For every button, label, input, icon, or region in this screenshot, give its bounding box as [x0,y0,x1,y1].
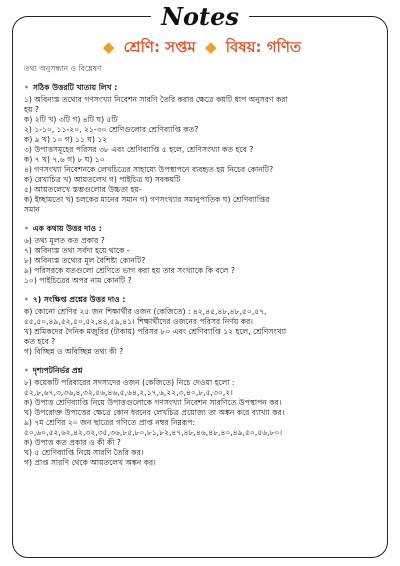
question-line: ৮) কয়েকটি পরিবারের সদস্যদের ওজন (কেজিতে) নিচে দেওয়া হলো : [24,378,235,387]
question-line: ক) ইচ্ছামতো খ) চলকের মানের সমান গ) গণসংখ্যার সমানুপাতিক ঘ) শ্রেণিব্যাপ্তির [24,195,270,204]
question-line: ক) রেখাচিত্র খ) আয়তলেখ গ) পাইচিত্র ঘ) সবকয়টি [24,175,181,184]
question-line: গ) বিচ্ছিন্ন ও অবিচ্ছিন্ন তথ্য কী ? [24,347,124,356]
section-heading: দৃশ্যপটনির্ভর প্রশ্ন [32,366,83,375]
question-line: গ) প্রাপ্ত সারণি থেকে আয়তলেখ অঙ্কন কর। [24,458,156,467]
question-line: ৪) গণসংখ্যা নিবেশনকে লেখচিত্রের সাহায্যে উপস্থাপনে ব্যবহৃত হয় নিচের কোনটি? [24,165,274,174]
question-line: ৯) ৭ম শ্রেণির ২০ জন ছাত্রের গণিতে প্রাপ্ত নম্বর নিম্নরূপ: [24,418,196,427]
page-subtitle [0,36,400,61]
page-title: Notes [0,2,400,31]
question-line: ৩) উপাত্তসমূহের পরিসর ৩৮ এবং শ্রেণিব্যাপ্তি ৫ হলে, শ্রেণিসংখ্যা কত হবে ? [24,145,254,154]
bullet-icon: • [24,83,29,92]
question-line: ক) উপাত্ত কত প্রকার ও কী কী ? [24,438,121,447]
question-line: খ) ৫ শ্রেণিব্যাপ্তি নিয়ে সারণি তৈরি কর। [24,448,144,457]
question-line: ১০) পাইচিত্রের অপর নাম কোনটি ? [24,276,132,285]
bullet-icon: • [24,366,29,375]
question-line: ৬) তথ্য মূলত কত প্রকার ? [24,236,105,245]
question-line: ১) অবিন্যস্ত তথ্যের গণসংখ্যা নিবেশন সারণি তৈরি করার ক্ষেত্রে কয়টি ধাপ অনুসরণ করা [24,95,288,104]
question-line: খ) উপরোক্ত উপাত্তের ক্ষেত্রে কোন ধরনের লেখচিত্র প্রয়োজ্য তা অঙ্কন করে ব্যাখ্যা কর। [24,408,285,417]
question-line: ক) কোনো শ্রেণির ২৫ জন শিক্ষার্থীর ওজন (কেজিতে) : ৪২,৪৫,৪৮,৪৮,৫০,৫৭, [24,307,267,316]
question-line: ক) ৯ খ) ১০ গ) ১১ ঘ) ১২ [24,135,108,144]
orange-dot-icon: ◆ [204,38,217,56]
question-line: ৫০,৬০,৫২,৬২,৪২,৩২,৩৫,৩৬,৮৫,৮০,৮১,৮২,৪৭,৪৮,৪৬,৪৮,৪০,৪৯,৫০,৫৬,৮০। [24,428,283,437]
section-heading: এক কথায় উত্তর দাও : [32,224,102,233]
bullet-icon: • [24,295,29,304]
question-line: খ) শ্রমিকদের দৈনিক মজুরির (টাকায়) পরিসর ৮০ এবং শ্রেণিব্যাপ্তি ১২ হলে, শ্রেণিসংখ্যা [24,327,287,336]
section-short [24,224,376,286]
question-line: ৭) অবিন্যস্ত তথ্য সর্বদা হয়ে থাকে - [24,246,130,255]
question-line: ৮) অবিন্যস্ত তথ্যের মূল বৈশিষ্ট্য কোনটি? [24,256,146,265]
section-mcq [24,83,376,215]
question-line: ক) ৭ খ) ৭.৬ গ) ৮ ঘ) ১০ [24,155,105,164]
orange-dot-icon: ◆ [102,38,115,56]
section-brief [24,295,376,357]
subject-label: বিষয়: গণিত [225,38,302,56]
bullet-icon: • [24,224,29,233]
question-line: ক) উপাত্ত শ্রেণিব্যাপ্তি নিয়ে উপাত্তগুলোকে গণসংখ্যা নিবেশন সারণিতে উপস্থাপন কর। [24,398,282,407]
question-line: কত হবে ? [24,337,56,346]
question-line: হয় ? [24,105,39,114]
topic-heading: তথ্য অনুসন্ধান ও বিশ্লেষণ [24,64,102,73]
question-line: সমান [24,205,40,214]
section-heading: সঠিক উত্তরটি খাতায় লিখ : [32,83,118,92]
section-creative [24,366,376,468]
question-line: ৯) পরিসরকে যতগুলো শ্রেণিতে ভাগ করা হয় তার সংখ্যাকে কি বলে ? [24,266,235,275]
question-line: ক) ২টি খ) ৩টি গ) ৪টি ঘ) ৫টি [24,115,118,124]
question-line: ৫৫,৫০,৪৯,৫২,৫০,৫২,৪৪,৫৯,৪১। শিক্ষার্থীদের ওজনের পরিসর নির্ণয় কর। [24,317,253,326]
notes-content [24,64,376,468]
section-heading: ৭) সংক্ষিপ্ত প্রশ্নের উত্তর দাও : [32,295,126,304]
question-line: ৫) আয়তলেখে স্তম্ভগুলোর উচ্চতা হয়- [24,185,142,194]
question-line: ৫২,৮,৬৭,৩,৩৬,৪,৩২,৫৬,৪৬,৫,৬৪,২,১৭,৬,২২,৩,৪০,৮,৫,৩০,২। [24,388,233,397]
question-line: ২) ১-১০, ১১-২০, ২১-৩০ শ্রেণিগুলোর শ্রেণিব্যাপ্তি কত? [24,125,199,134]
class-label: শ্রেণি: সপ্তম [123,38,196,56]
